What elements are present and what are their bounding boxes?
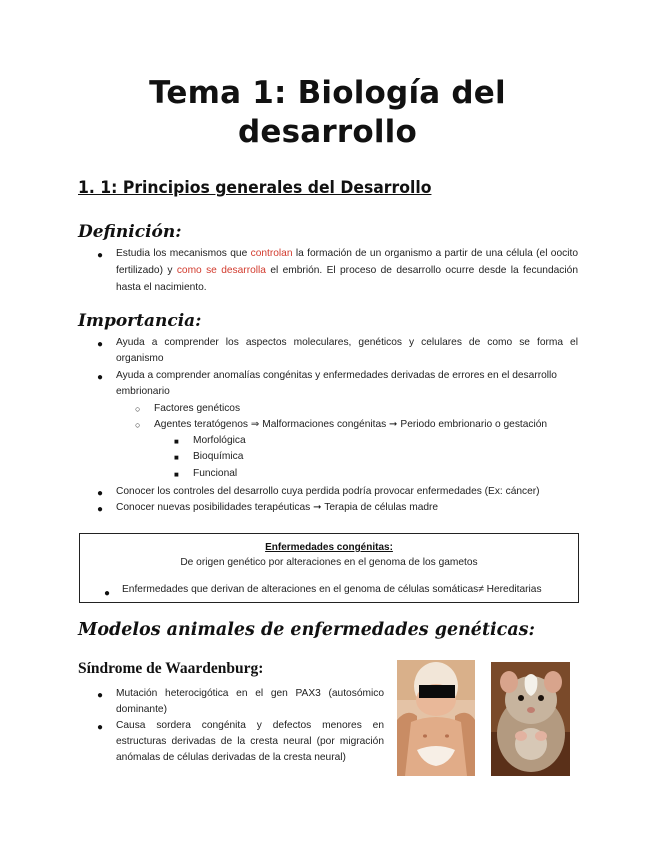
importancia-subsub-item-3: Funcional (193, 468, 238, 479)
importancia-item-4: Conocer nuevas posibilidades terapéuticas ➞ Terapia de células madre (116, 502, 439, 513)
bullet-icon: ● (97, 339, 104, 350)
section-heading: 1. 1: Principios generales del Desarrollo (78, 178, 432, 198)
definicion-heading: Definición: (78, 222, 182, 242)
importancia-subsub-item-2: Bioquímica (193, 451, 244, 462)
bullet-icon: ● (97, 372, 104, 383)
waardenburg-item-2-line-3: anómalas de células derivadas de la cresta neural) (116, 752, 346, 763)
page-title-line-1: Tema 1: Biología del (149, 75, 506, 111)
page-title-line-2: desarrollo (237, 114, 417, 150)
circle-bullet-icon: ○ (135, 420, 141, 430)
importancia-sub-item-1: Factores genéticos (154, 403, 241, 414)
square-bullet-icon: ■ (174, 470, 179, 479)
congenital-diseases-box (79, 533, 579, 603)
waardenburg-item-1-line-1: Mutación heterocigótica en el gen PAX3 (autosómico (116, 688, 384, 699)
importancia-subsub-item-1: Morfológica (193, 435, 246, 446)
page-title (0, 74, 655, 152)
definicion-text-c: el embrión. El proceso de desarrollo ocurre desde la fecundación hasta el nacimiento. (116, 265, 578, 293)
definicion-highlight-1: controlan (250, 248, 293, 259)
importancia-item-1-line-1: Ayuda a comprender los aspectos moleculares, genéticos y celulares de como se forma el (116, 337, 578, 348)
mouse-photo (491, 662, 570, 776)
importancia-item-3: Conocer los controles del desarrollo cuya perdida podría provocar enfermedades (Ex: cáncer) (116, 486, 540, 497)
bullet-icon: ● (97, 250, 104, 261)
definicion-highlight-2: como se desarrolla (176, 265, 266, 276)
bullet-icon: ● (97, 488, 104, 499)
box-subtitle: De origen genético por alteraciones en el genoma de los gametos (180, 557, 478, 568)
importancia-item-2-line-1: Ayuda a comprender anomalías congénitas y enfermedades derivadas de errores en el desarrollo (116, 370, 557, 381)
bullet-icon: ● (97, 504, 104, 515)
models-heading: Modelos animales de enfermedades genéticas: (78, 620, 535, 640)
square-bullet-icon: ■ (174, 437, 179, 446)
definicion-text-a: Estudia los mecanismos que (116, 248, 251, 259)
baby-photo (397, 660, 475, 776)
box-bullet-text: Enfermedades que derivan de alteraciones en el genoma de células somáticas≠ Hereditarias (122, 584, 542, 595)
bullet-icon: ● (97, 690, 104, 701)
bullet-icon: ● (97, 722, 104, 733)
definicion-paragraph (116, 245, 578, 296)
waardenburg-item-2-line-2: estructuras derivadas de la cresta neural (por migración (116, 736, 384, 747)
waardenburg-heading: Síndrome de Waardenburg: (78, 660, 264, 677)
importancia-item-2-line-2: embrionario (116, 386, 170, 397)
importancia-heading: Importancia: (78, 311, 202, 331)
importancia-sub-item-2: Agentes teratógenos ⇒ Malformaciones congénitas ➞ Periodo embrionario o gestación (154, 419, 548, 430)
waardenburg-item-2-line-1: Causa sordera congénita y defectos menores en (116, 720, 384, 731)
importancia-item-1-line-2: organismo (116, 353, 164, 364)
square-bullet-icon: ■ (174, 453, 179, 462)
definicion-text-b: la formación de un organismo a partir de una célula (el oocito fertilizado) y (116, 248, 578, 276)
circle-bullet-icon: ○ (135, 404, 141, 414)
waardenburg-item-1-line-2: dominante) (116, 704, 167, 715)
box-title: Enfermedades congénitas: (265, 542, 393, 553)
bullet-icon: ● (104, 588, 111, 599)
